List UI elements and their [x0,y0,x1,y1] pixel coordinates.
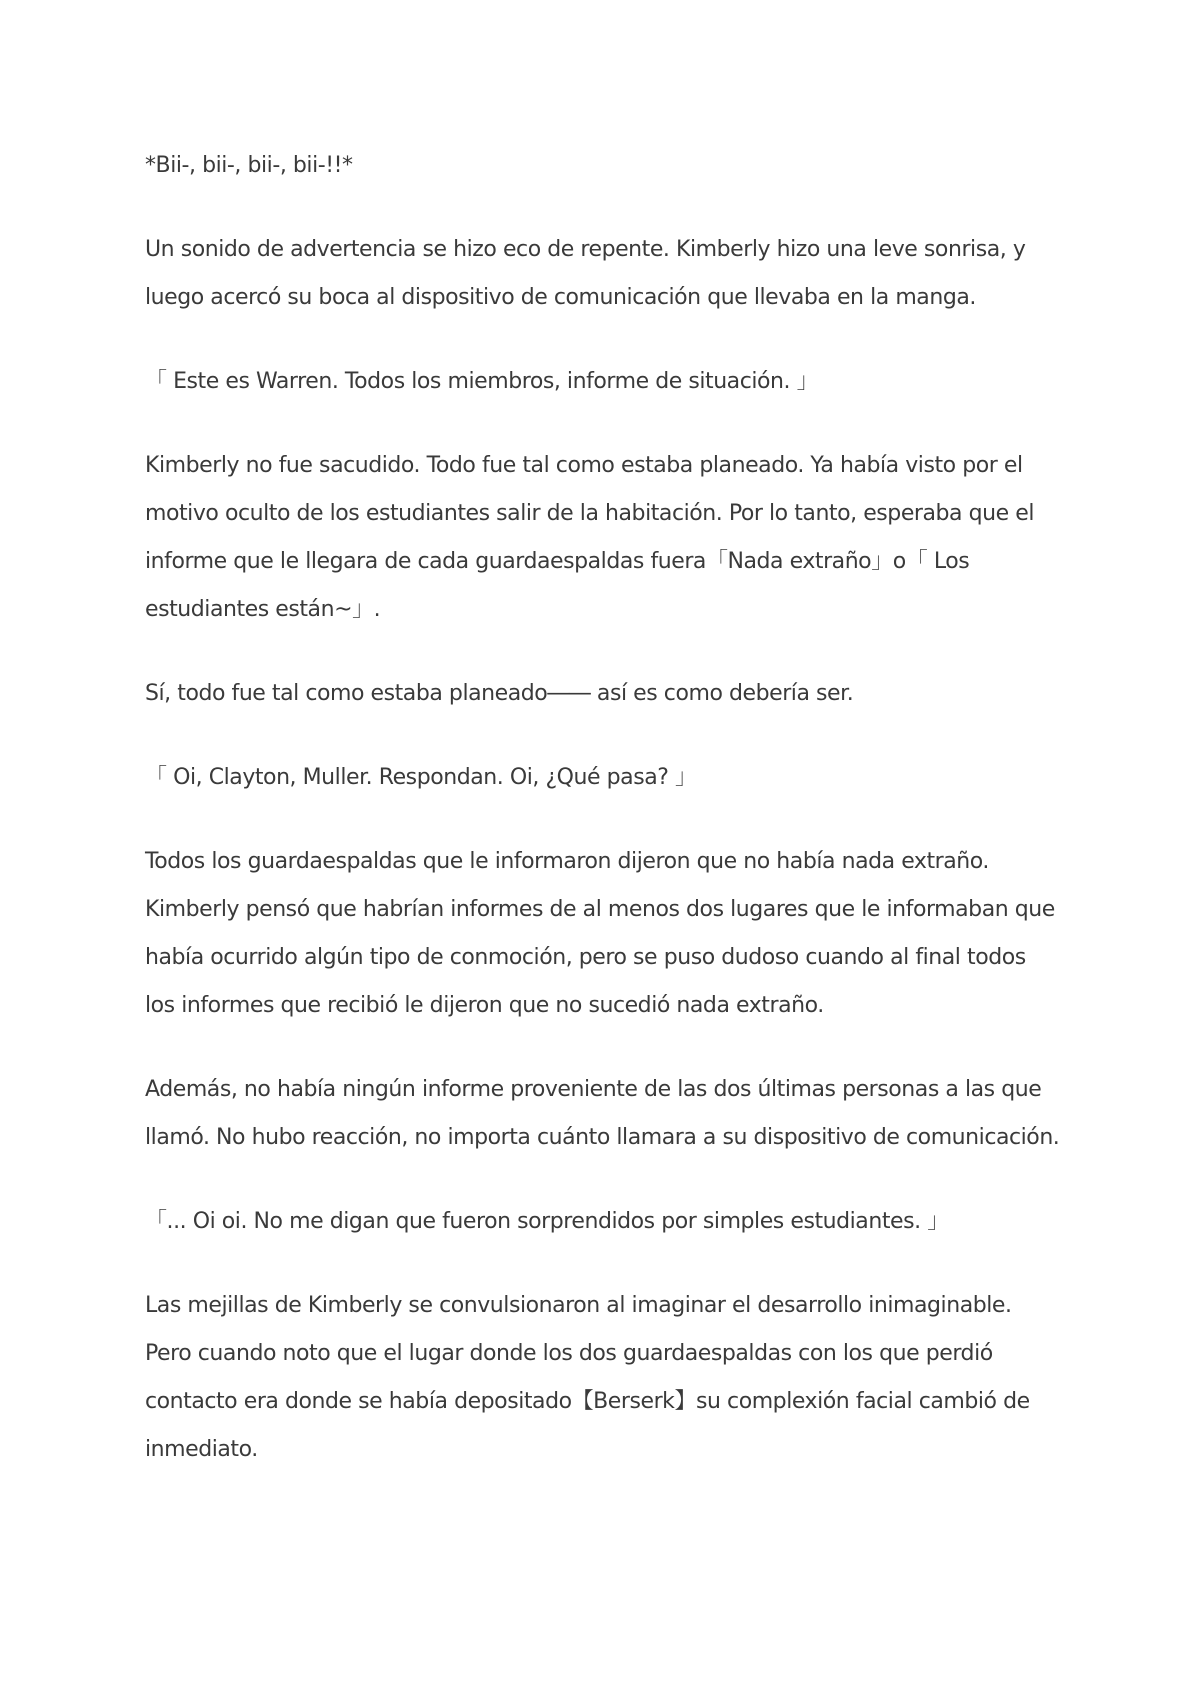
dialogue-line: 「 Oi, Clayton, Muller. Respondan. Oi, ¿Qué pasa? 」 [145,765,697,790]
dialogue-line: 「... Oi oi. No me digan que fueron sorprendidos por simples estudiantes. 」 [145,1209,949,1234]
paragraph: Todos los guardaespaldas que le informaron dijeron que no había nada extraño. Kimberly pensó que habrían informes de al menos dos lugares que le informaban que había ocurrido algún tipo de conmoción, pero se puso dudoso cuando al final todos los informes que recibió le dijeron que no sucedió nada extraño. [145,849,1055,1018]
paragraph: Sí, todo fue tal como estaba planeado―― así es como debería ser. [145,681,854,706]
paragraph: Las mejillas de Kimberly se convulsionaron al imaginar el desarrollo inimaginable. Pero cuando noto que el lugar donde los dos guardaespaldas con los que perdió contacto era donde se había depositado【Berserk】su complexión facial cambió de inmediato. [145,1293,1030,1462]
document-body [145,142,1060,1474]
paragraph: Además, no había ningún informe proveniente de las dos últimas personas a las que llamó. No hubo reacción, no importa cuánto llamara a su dispositivo de comunicación. [145,1077,1060,1150]
dialogue-line: 「 Este es Warren. Todos los miembros, informe de situación. 」 [145,369,819,394]
paragraph: Kimberly no fue sacudido. Todo fue tal como estaba planeado. Ya había visto por el motivo oculto de los estudiantes salir de la habitación. Por lo tanto, esperaba que el informe que le llegara de cada guardaespaldas fuera「Nada extraño」o「 Los estudiantes están~」. [145,453,1035,622]
paragraph-sound-effect: *Bii-, bii-, bii-, bii-!!* [145,153,353,178]
paragraph: Un sonido de advertencia se hizo eco de repente. Kimberly hizo una leve sonrisa, y luego acercó su boca al dispositivo de comunicación que llevaba en la manga. [145,237,1026,310]
